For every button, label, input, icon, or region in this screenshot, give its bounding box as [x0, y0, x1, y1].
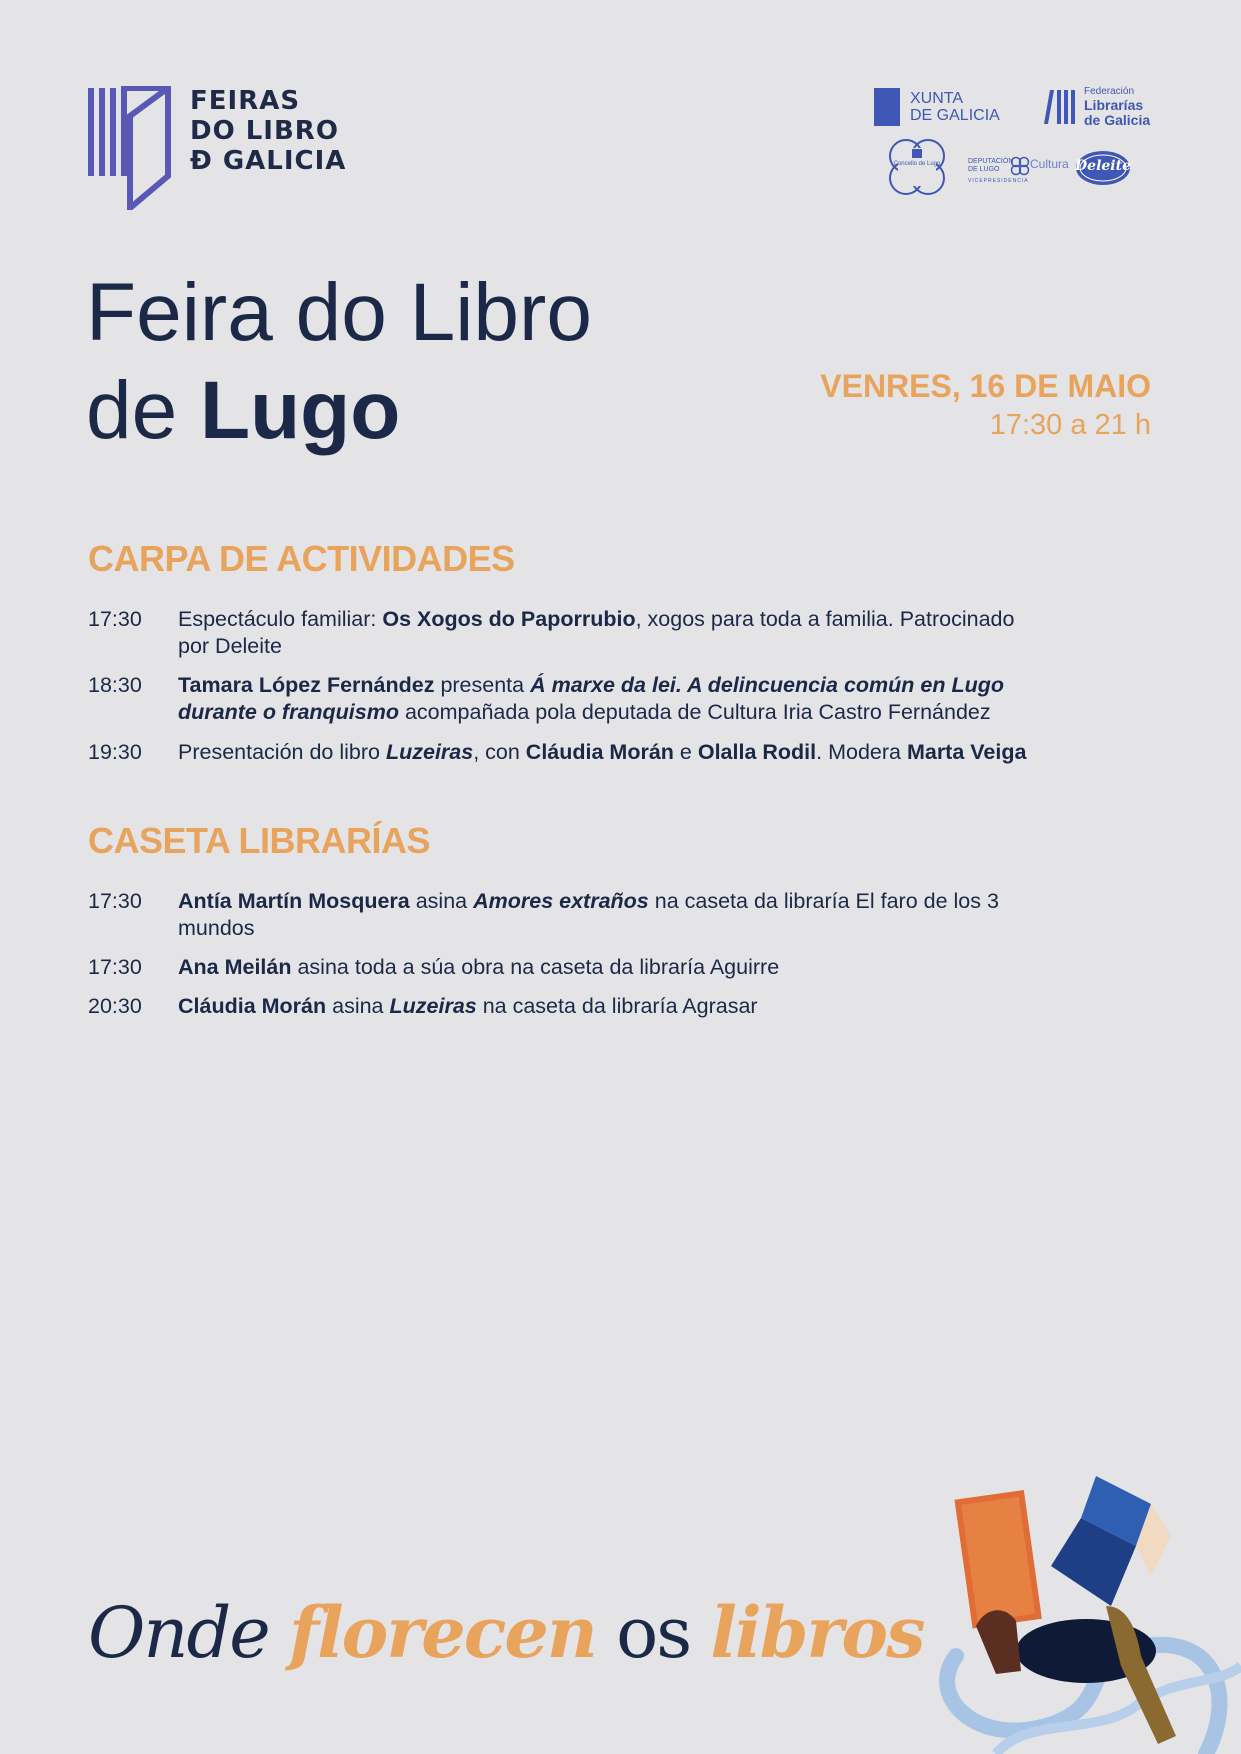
cultura-rings-icon [1010, 156, 1030, 176]
feiras-logo-text: FEIRAS DO LIBRO Đ GALICIA [190, 86, 347, 176]
hands-holding-books-illustration [936, 1456, 1241, 1754]
librarias-bars-icon [1044, 90, 1076, 124]
slogan: Onde florecen os libros [88, 1591, 924, 1674]
event-date: VENRES, 16 DE MAIO 17:30 a 21 h [820, 368, 1151, 441]
section-title-carpa: CARPA DE ACTIVIDADES [88, 538, 515, 579]
concello-lugo-logo: Concello de Lugo [886, 136, 948, 198]
concello-seal-icon [886, 136, 948, 198]
book-door-logo-icon [88, 86, 172, 210]
deleite-logo: Deleite [1074, 148, 1132, 188]
xunta-logo: XUNTA DE GALICIA [874, 88, 1006, 126]
xunta-shield-icon [874, 88, 900, 126]
federacion-librarias-logo: Federación Librarías de Galicia [1044, 86, 1160, 128]
page-title: Feira do Libro de Lugo [86, 267, 592, 456]
feiras-logo [88, 86, 348, 216]
deputacion-lugo-logo: DEPUTACIÓN DE LUGO Cultura VICEPRESIDENCIA [968, 157, 1069, 184]
section-title-caseta: CASETA LIBRARÍAS [88, 820, 430, 861]
sponsor-logos [870, 86, 1160, 202]
